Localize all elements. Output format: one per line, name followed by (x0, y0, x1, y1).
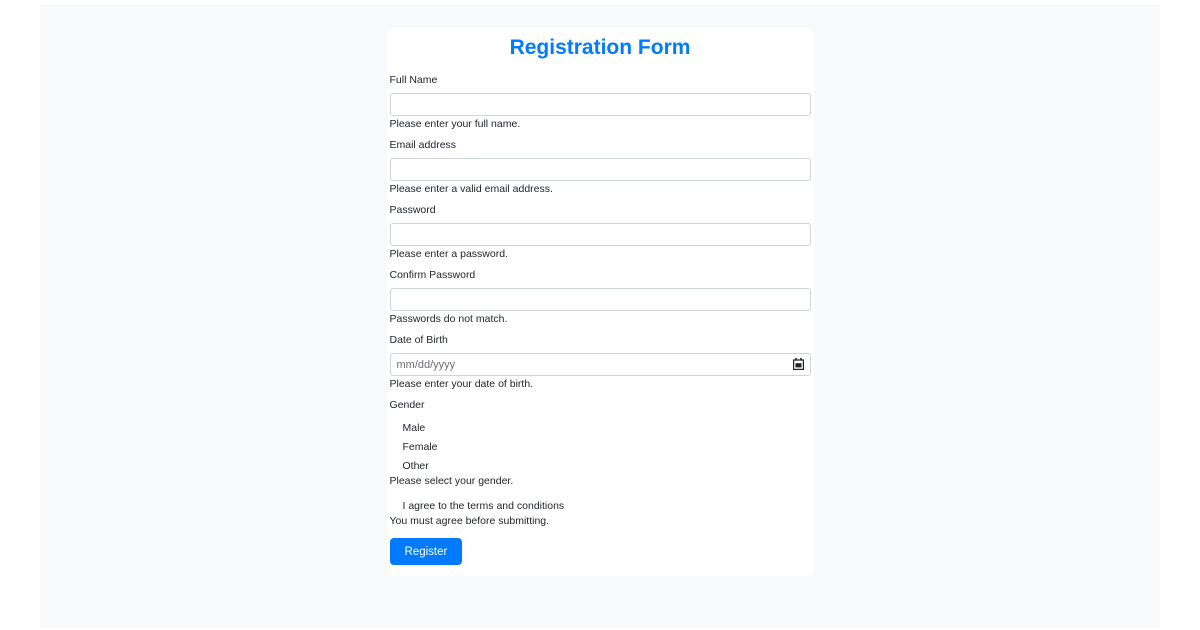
field-group-terms (389, 496, 812, 528)
email-input[interactable] (390, 158, 811, 181)
submit-row (389, 538, 812, 565)
registration-card (387, 27, 814, 576)
terms-checkbox-label[interactable]: I agree to the terms and conditions (402, 500, 565, 512)
confirm-password-feedback: Passwords do not match. (389, 313, 508, 325)
terms-check-row (390, 496, 811, 512)
password-input[interactable] (390, 223, 811, 246)
field-group-dob (389, 334, 812, 391)
confirm-password-label: Confirm Password (389, 269, 476, 281)
dob-label: Date of Birth (389, 334, 448, 346)
gender-radio-other-label[interactable]: Other (402, 460, 429, 472)
dob-input-wrap (390, 353, 811, 376)
field-group-password (389, 204, 812, 261)
confirm-password-input[interactable] (390, 288, 811, 311)
full-name-input[interactable] (390, 93, 811, 116)
gender-option-male (390, 418, 811, 434)
gender-label: Gender (389, 399, 425, 411)
full-name-label: Full Name (389, 74, 438, 86)
dob-feedback: Please enter your date of birth. (389, 378, 534, 390)
form-title: Registration Form (509, 36, 691, 59)
field-group-confirm-password (389, 269, 812, 326)
full-name-feedback: Please enter your full name. (389, 118, 521, 130)
email-label: Email address (389, 139, 457, 151)
gender-radio-male-label[interactable]: Male (402, 422, 426, 434)
gender-feedback: Please select your gender. (389, 475, 514, 487)
field-group-gender (389, 399, 812, 488)
gender-radio-female-label[interactable]: Female (402, 441, 438, 453)
calendar-icon[interactable] (793, 358, 804, 370)
terms-feedback: You must agree before submitting. (389, 515, 550, 527)
password-label: Password (389, 204, 436, 216)
gender-option-female (390, 437, 811, 453)
dob-input[interactable] (390, 353, 811, 376)
page-background (40, 5, 1160, 627)
field-group-email (389, 139, 812, 196)
gender-option-other (390, 456, 811, 472)
password-feedback: Please enter a password. (389, 248, 508, 260)
field-group-full-name (389, 74, 812, 131)
email-feedback: Please enter a valid email address. (389, 183, 553, 195)
register-button[interactable]: Register (390, 538, 463, 565)
